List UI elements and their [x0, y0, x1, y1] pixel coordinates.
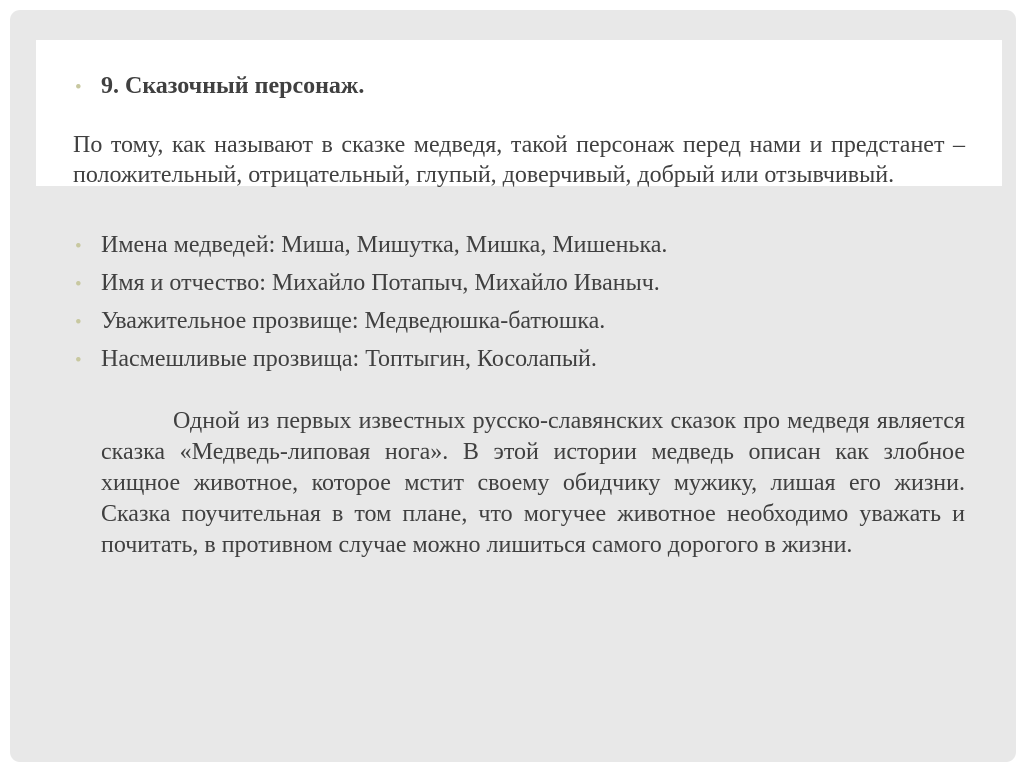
bullet-icon: •	[75, 312, 82, 333]
bullet-list	[75, 227, 667, 379]
list-item-text: Имя и отчество: Михайло Потапыч, Михайло Иваныч.	[101, 270, 660, 296]
story-paragraph: Одной из первых известных русско-славянских сказок про медведя является сказка «Медведь-липовая нога». В этой истории медведь описан как злобное хищное животное, которое мстит своему обидчику мужику, лишая его жизни. Сказка поучительная в том плане, что могучее животное необходимо уважать и почитать, в противном случае можно лишиться самого дорогого в жизни.	[101, 408, 965, 558]
slide-title: 9. Сказочный персонаж.	[101, 73, 365, 99]
slide	[10, 10, 1016, 762]
intro-paragraph: По тому, как называют в сказке медведя, такой персонаж перед нами и предстанет – положительный, отрицательный, глупый, доверчивый, добрый или отзывчивый.	[73, 132, 965, 188]
bullet-icon: •	[75, 77, 82, 98]
bullet-icon: •	[75, 274, 82, 295]
bullet-icon: •	[75, 236, 82, 257]
list-item	[75, 265, 667, 303]
list-item	[75, 303, 667, 341]
list-item	[75, 341, 667, 379]
list-item-text: Насмешливые прозвища: Топтыгин, Косолапый.	[101, 346, 597, 372]
bullet-icon: •	[75, 350, 82, 371]
list-item	[75, 227, 667, 265]
list-item-text: Уважительное прозвище: Медведюшка-батюшка.	[101, 308, 606, 334]
title-item	[75, 73, 364, 100]
list-item-text: Имена медведей: Миша, Мишутка, Мишка, Мишенька.	[101, 232, 668, 258]
